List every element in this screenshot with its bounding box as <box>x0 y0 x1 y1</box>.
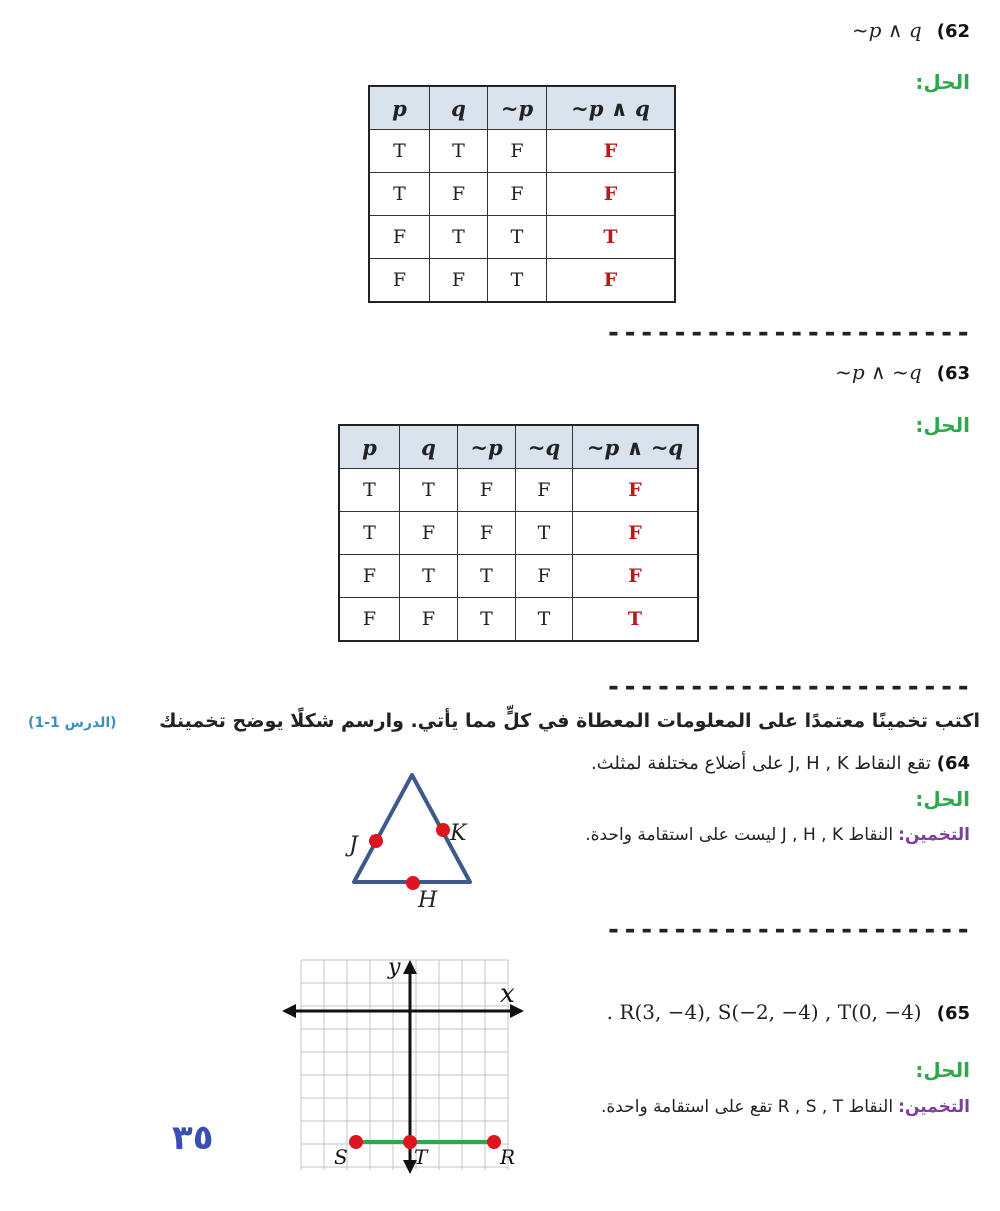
table-cell: T <box>400 555 458 598</box>
x-axis-left-arrow <box>282 1004 296 1018</box>
problem-65-heading <box>607 1000 970 1024</box>
table-cell: F <box>400 512 458 555</box>
instructions-line <box>28 710 980 732</box>
problem-63-expression: ~p ∧ ~q <box>835 360 922 384</box>
problem-64-solution-label: الحل: <box>915 787 970 811</box>
header-cell: ~p <box>488 86 547 130</box>
problem-63-heading <box>835 360 970 384</box>
result-cell: F <box>573 512 699 555</box>
table-cell: T <box>430 130 488 173</box>
result-cell: F <box>547 130 676 173</box>
problem-64-question: تقع النقاط J, H , K على أضلاع مختلفة لمثلث. <box>590 753 931 774</box>
point-k-label: K <box>450 821 467 846</box>
result-cell: F <box>547 259 676 303</box>
page-number: ٣٥ <box>172 1118 214 1158</box>
problem-63-number: (63 <box>936 363 970 384</box>
triangle-figure <box>330 760 490 910</box>
table-cell: F <box>369 216 430 259</box>
table-cell: T <box>516 598 573 642</box>
problem-65-solution-label: الحل: <box>915 1058 970 1082</box>
point-k-marker <box>436 823 450 837</box>
problem-62-heading <box>852 18 970 42</box>
problem-62-number: (62 <box>936 21 970 42</box>
divider-62: ---------------------- <box>605 318 972 348</box>
table-cell: F <box>516 469 573 512</box>
result-cell: F <box>573 469 699 512</box>
y-axis-label: y <box>388 955 401 980</box>
table-cell: T <box>488 216 547 259</box>
conjecture-label: التخمين: <box>898 825 970 845</box>
table-cell: T <box>430 216 488 259</box>
header-cell: p <box>339 425 400 469</box>
table-row <box>339 555 698 598</box>
table-cell: T <box>369 173 430 216</box>
table-cell: F <box>400 598 458 642</box>
table-cell: F <box>458 469 516 512</box>
result-cell: T <box>547 216 676 259</box>
header-cell: q <box>400 425 458 469</box>
problem-65-number: (65 <box>936 1003 970 1024</box>
header-cell: ~p ∧ ~q <box>573 425 699 469</box>
table-cell: T <box>339 469 400 512</box>
point-r-label: R <box>500 1145 516 1169</box>
problem-63-solution-label: الحل: <box>915 413 970 437</box>
table-cell: T <box>400 469 458 512</box>
conjecture-label: التخمين: <box>898 1097 970 1117</box>
point-r-marker <box>487 1135 501 1149</box>
table-header-row <box>339 425 698 469</box>
header-cell: ~p <box>458 425 516 469</box>
coordinate-grid-figure <box>278 952 528 1182</box>
table-header-row <box>369 86 675 130</box>
point-h-label: H <box>418 888 438 910</box>
table-cell: F <box>516 555 573 598</box>
table-cell: T <box>458 598 516 642</box>
divider-63: ---------------------- <box>605 672 972 702</box>
header-cell: p <box>369 86 430 130</box>
problem-64-conjecture-line <box>585 825 970 845</box>
result-cell: T <box>573 598 699 642</box>
table-cell: T <box>458 555 516 598</box>
lesson-reference: (الدرس 1-1) <box>28 715 117 731</box>
divider-64: ---------------------- <box>605 915 972 945</box>
table-cell: T <box>488 259 547 303</box>
problem-64-number: 64) <box>936 753 970 774</box>
point-t-label: T <box>414 1145 428 1169</box>
conjecture-text: النقاط R , S , T تقع على استقامة واحدة. <box>600 1097 894 1117</box>
conjecture-text: النقاط J , H , K ليست على استقامة واحدة. <box>585 825 894 845</box>
problem-62-expression: ~p ∧ q <box>851 18 922 42</box>
problem-65-points: . R(3, −4), S(−2, −4) , T(0, −4) <box>606 1000 922 1024</box>
table-cell: F <box>430 173 488 216</box>
result-cell: F <box>573 555 699 598</box>
header-cell: ~p ∧ q <box>547 86 676 130</box>
table-row <box>369 216 675 259</box>
table-cell: F <box>430 259 488 303</box>
point-s-label: S <box>334 1145 348 1169</box>
result-cell: F <box>547 173 676 216</box>
truth-table-62 <box>368 85 676 303</box>
header-cell: q <box>430 86 488 130</box>
table-cell: F <box>458 512 516 555</box>
table-cell: T <box>339 512 400 555</box>
table-cell: T <box>516 512 573 555</box>
point-s-marker <box>349 1135 363 1149</box>
header-cell: ~q <box>516 425 573 469</box>
table-row <box>339 512 698 555</box>
table-row <box>369 130 675 173</box>
table-row <box>369 173 675 216</box>
truth-table-63 <box>338 424 699 642</box>
table-cell: F <box>488 173 547 216</box>
table-row <box>339 598 698 642</box>
point-j-marker <box>369 834 383 848</box>
problem-62-solution-label: الحل: <box>915 70 970 94</box>
problem-65-conjecture-line <box>601 1097 970 1117</box>
y-axis-up-arrow <box>403 960 417 974</box>
table-row <box>339 469 698 512</box>
table-cell: F <box>339 555 400 598</box>
table-cell: F <box>339 598 400 642</box>
table-cell: T <box>369 130 430 173</box>
x-axis-label: x <box>500 979 515 1009</box>
problem-64-question-line <box>591 753 970 774</box>
table-cell: F <box>488 130 547 173</box>
table-row <box>369 259 675 303</box>
instructions-text: اكتب تخمينًا معتمدًا على المعلومات المعطاة في كلٍّ مما يأتي. وارسم شكلًا يوضح تخمينك <box>159 710 980 732</box>
point-j-label: J <box>349 833 358 858</box>
table-cell: F <box>369 259 430 303</box>
